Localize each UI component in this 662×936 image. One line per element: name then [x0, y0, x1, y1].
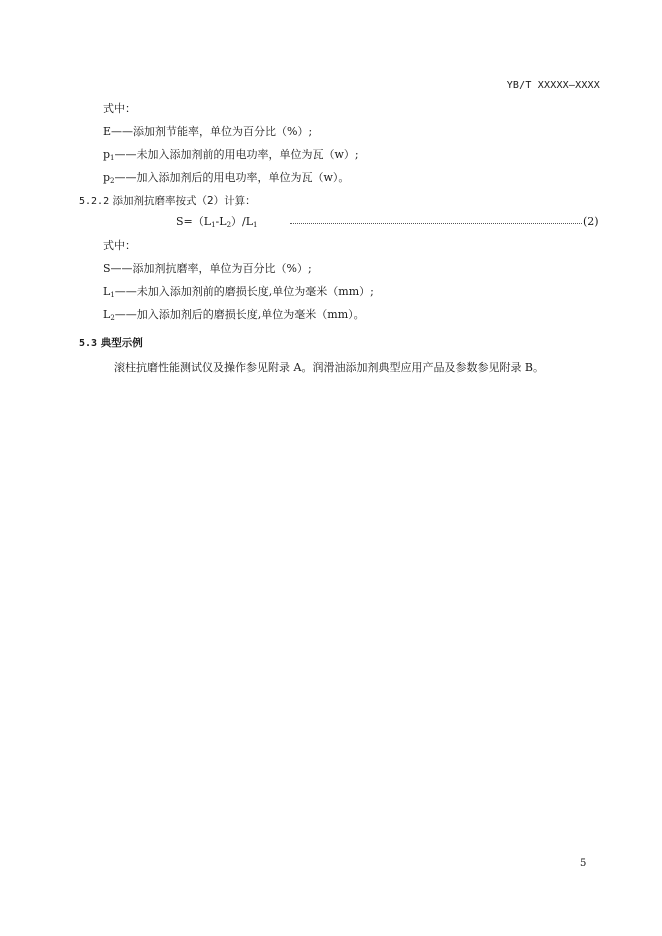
formula-sub-1: 1 — [211, 221, 216, 229]
clause-5-2-2-heading — [79, 194, 256, 209]
formula-sub-3: 1 — [253, 221, 258, 229]
where-label-2: 式中： — [103, 239, 136, 252]
definition-l1 — [103, 285, 374, 302]
clause-number: 5.2.2 — [79, 196, 110, 207]
definition-p2 — [103, 171, 349, 188]
formula-2 — [176, 215, 258, 232]
definition-p1-text: ——未加入添加剂前的用电功率，单位为瓦（w）; — [114, 148, 359, 161]
symbol-l1: L — [103, 285, 111, 298]
subscript-p1: 1 — [110, 154, 115, 162]
formula-part-s: S=（L — [176, 215, 212, 228]
clause-title: 添加剂抗磨率按式（2）计算： — [112, 195, 256, 207]
subscript-p2: 2 — [110, 177, 115, 185]
clause-title-5-3: 典型示例 — [100, 337, 143, 349]
document-code-header: YB/T XXXXX—XXXX — [506, 80, 600, 91]
clause-5-3-heading — [79, 336, 143, 351]
symbol-p1: p — [103, 148, 111, 161]
definition-p2-text: ——加入添加剂后的用电功率，单位为瓦（w）。 — [114, 171, 350, 184]
symbol-l2: L — [103, 308, 111, 321]
page-number: 5 — [580, 858, 587, 869]
definition-l1-text: ——未加入添加剂前的磨损长度,单位为毫米（mm）; — [114, 285, 374, 298]
symbol-p2: p — [103, 171, 111, 184]
formula-number: (2) — [583, 215, 599, 228]
subscript-l2: 2 — [110, 314, 115, 322]
definition-l2 — [103, 308, 365, 325]
formula-part-mid: -L — [215, 215, 227, 228]
clause-number-5-3: 5.3 — [79, 338, 98, 349]
definition-l2-text: ——加入添加剂后的磨损长度,单位为毫米（mm）。 — [114, 308, 365, 321]
definition-e: E——添加剂节能率，单位为百分比（%）; — [103, 125, 313, 138]
where-label-1: 式中： — [103, 102, 136, 115]
definition-p1 — [103, 148, 359, 165]
example-paragraph: 滚柱抗磨性能测试仪及操作参见附录 A。润滑油添加剂典型应用产品及参数参见附录 B。 — [114, 361, 545, 374]
formula-sub-2: 2 — [226, 221, 232, 229]
formula-dot-leader — [290, 223, 582, 224]
subscript-l1: 1 — [110, 291, 115, 299]
formula-part-end: ）/L — [231, 215, 254, 228]
definition-s: S——添加剂抗磨率，单位为百分比（%）; — [103, 262, 312, 275]
